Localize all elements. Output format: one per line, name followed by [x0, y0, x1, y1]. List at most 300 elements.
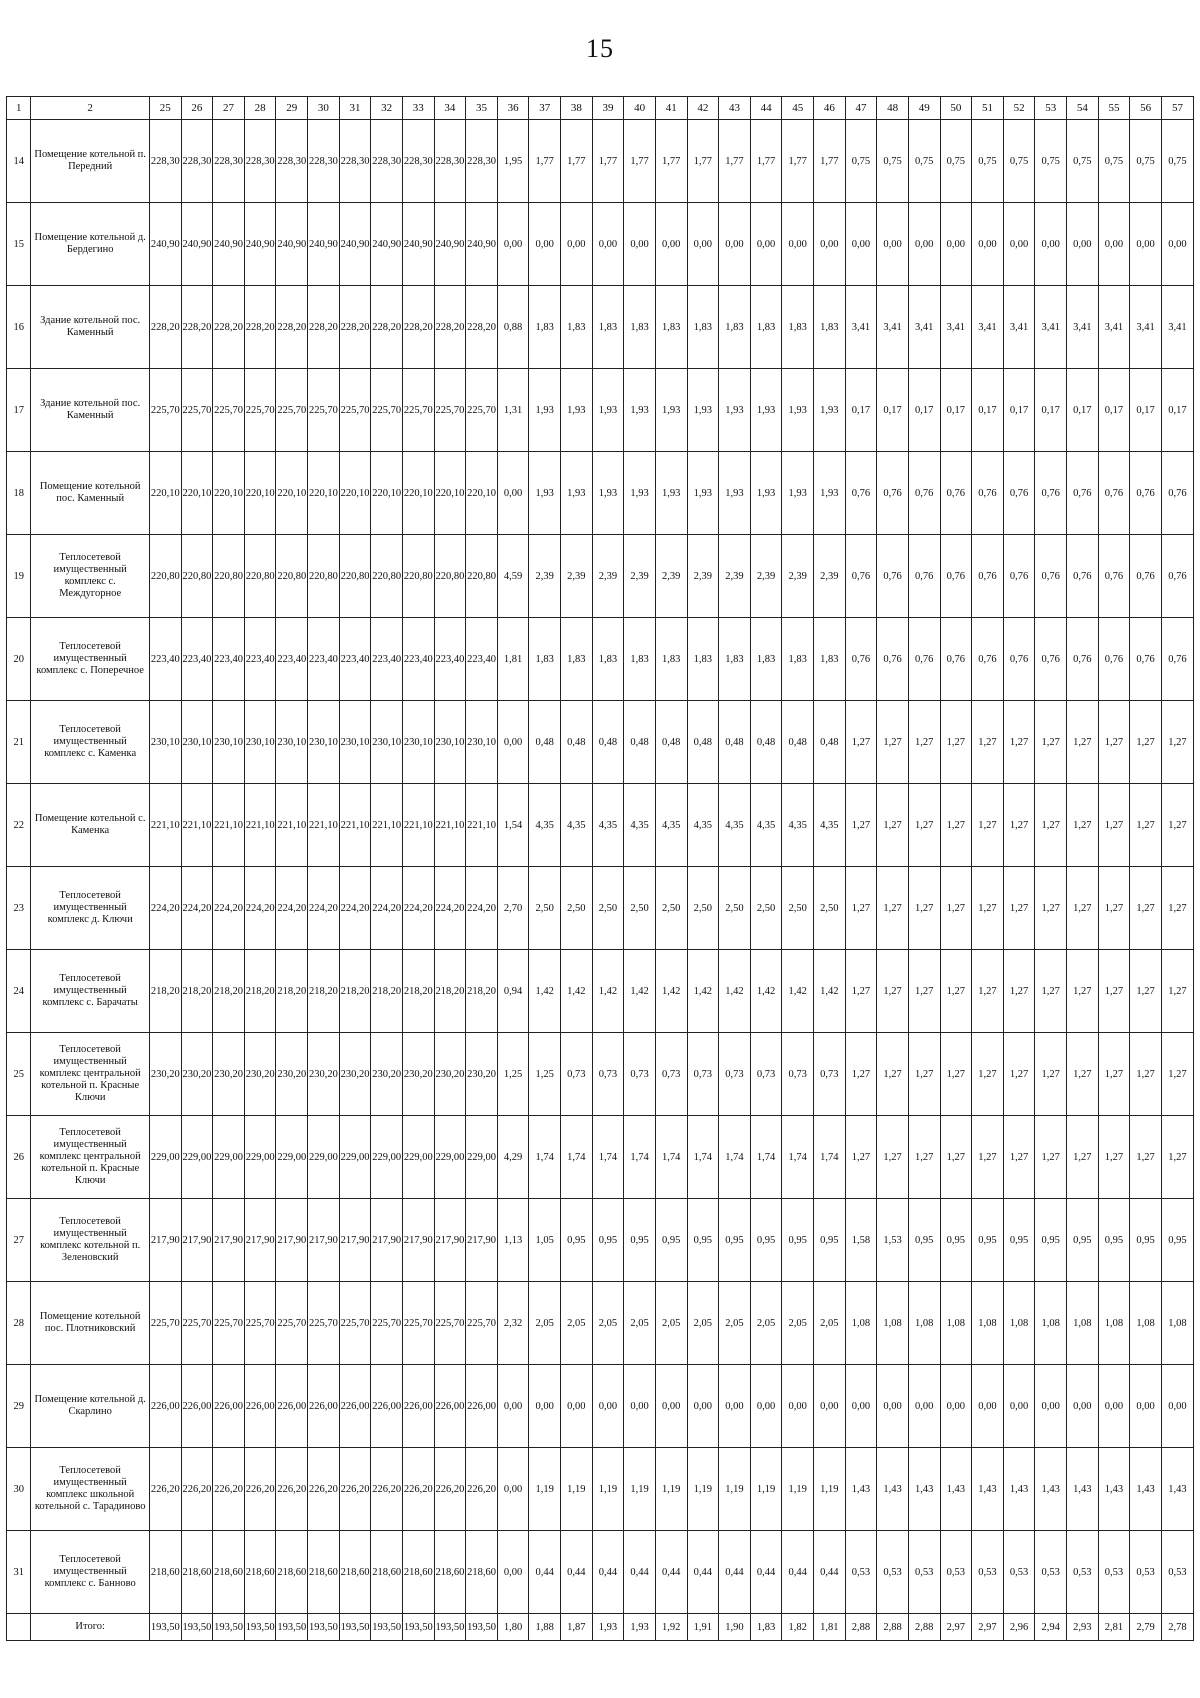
value-cell: 0,76	[940, 618, 972, 701]
row-number-cell: 27	[7, 1199, 31, 1282]
value-cell: 1,27	[1130, 950, 1162, 1033]
value-cell: 1,83	[782, 286, 814, 369]
value-cell: 0,76	[845, 618, 877, 701]
value-cell: 225,70	[149, 369, 181, 452]
value-cell: 220,10	[149, 452, 181, 535]
value-cell: 1,08	[845, 1282, 877, 1365]
value-cell: 223,40	[339, 618, 371, 701]
table-row	[7, 1199, 1194, 1282]
value-cell: 2,50	[719, 867, 751, 950]
value-cell: 220,10	[244, 452, 276, 535]
column-header: 40	[624, 97, 656, 120]
column-header: 49	[908, 97, 940, 120]
value-cell: 0,53	[1067, 1531, 1099, 1614]
value-cell: 1,27	[1067, 950, 1099, 1033]
value-cell: 1,43	[1003, 1448, 1035, 1531]
value-cell: 0,76	[908, 618, 940, 701]
row-number-cell: 30	[7, 1448, 31, 1531]
value-cell: 193,50	[402, 1614, 434, 1641]
value-cell: 1,93	[592, 369, 624, 452]
value-cell: 226,00	[402, 1365, 434, 1448]
value-cell: 1,93	[782, 369, 814, 452]
row-number-cell: 16	[7, 286, 31, 369]
value-cell: 3,41	[877, 286, 909, 369]
value-cell: 1,81	[814, 1614, 846, 1641]
value-cell: 1,83	[592, 286, 624, 369]
value-cell: 228,20	[276, 286, 308, 369]
value-cell: 1,27	[908, 950, 940, 1033]
value-cell: 230,20	[244, 1033, 276, 1116]
value-cell: 0,17	[1035, 369, 1067, 452]
value-cell: 218,60	[276, 1531, 308, 1614]
value-cell: 0,48	[592, 701, 624, 784]
value-cell: 3,41	[940, 286, 972, 369]
value-cell: 1,27	[1035, 867, 1067, 950]
value-cell: 1,93	[624, 1614, 656, 1641]
value-cell: 193,50	[244, 1614, 276, 1641]
value-cell: 225,70	[213, 1282, 245, 1365]
value-cell: 0,44	[687, 1531, 719, 1614]
value-cell: 1,19	[750, 1448, 782, 1531]
value-cell: 223,40	[466, 618, 498, 701]
value-cell: 0,76	[877, 535, 909, 618]
value-cell: 0,76	[845, 535, 877, 618]
value-cell: 1,08	[877, 1282, 909, 1365]
value-cell: 2,88	[908, 1614, 940, 1641]
value-cell: 3,41	[1035, 286, 1067, 369]
value-cell: 1,77	[592, 120, 624, 203]
value-cell: 1,19	[719, 1448, 751, 1531]
value-cell: 0,95	[1003, 1199, 1035, 1282]
value-cell: 1,27	[1161, 784, 1193, 867]
value-cell: 221,10	[149, 784, 181, 867]
value-cell: 2,97	[972, 1614, 1004, 1641]
column-header: 1	[7, 97, 31, 120]
value-cell: 1,83	[814, 618, 846, 701]
value-cell: 1,42	[529, 950, 561, 1033]
value-cell: 1,43	[940, 1448, 972, 1531]
column-header: 52	[1003, 97, 1035, 120]
value-cell: 228,20	[434, 286, 466, 369]
value-cell: 0,53	[908, 1531, 940, 1614]
value-cell: 1,93	[719, 452, 751, 535]
table-row	[7, 784, 1194, 867]
value-cell: 220,80	[181, 535, 213, 618]
value-cell: 1,83	[655, 286, 687, 369]
value-cell: 240,90	[308, 203, 340, 286]
value-cell: 218,20	[371, 950, 403, 1033]
value-cell: 218,60	[371, 1531, 403, 1614]
value-cell: 1,27	[940, 784, 972, 867]
column-header: 25	[149, 97, 181, 120]
value-cell: 0,76	[1067, 535, 1099, 618]
value-cell: 1,43	[1098, 1448, 1130, 1531]
value-cell: 1,08	[1067, 1282, 1099, 1365]
value-cell: 225,70	[276, 369, 308, 452]
value-cell: 2,39	[561, 535, 593, 618]
value-cell: 1,43	[877, 1448, 909, 1531]
value-cell: 2,39	[814, 535, 846, 618]
value-cell: 228,20	[402, 286, 434, 369]
value-cell: 0,44	[624, 1531, 656, 1614]
value-cell: 1,93	[624, 369, 656, 452]
value-cell: 2,81	[1098, 1614, 1130, 1641]
facility-name-cell: Помещение котельной пос. Плотниковский	[31, 1282, 149, 1365]
value-cell: 0,00	[497, 1365, 529, 1448]
value-cell: 0,95	[1161, 1199, 1193, 1282]
value-cell: 218,20	[339, 950, 371, 1033]
value-cell: 1,77	[782, 120, 814, 203]
value-cell: 221,10	[466, 784, 498, 867]
value-cell: 4,35	[687, 784, 719, 867]
value-cell: 1,43	[1035, 1448, 1067, 1531]
value-cell: 0,00	[1161, 203, 1193, 286]
value-cell: 0,00	[1130, 1365, 1162, 1448]
row-number-cell: 19	[7, 535, 31, 618]
value-cell: 230,10	[339, 701, 371, 784]
value-cell: 0,00	[1067, 1365, 1099, 1448]
value-cell: 217,90	[339, 1199, 371, 1282]
value-cell: 0,95	[782, 1199, 814, 1282]
value-cell: 193,50	[339, 1614, 371, 1641]
column-header: 28	[244, 97, 276, 120]
value-cell: 2,70	[497, 867, 529, 950]
column-header: 39	[592, 97, 624, 120]
value-cell: 228,30	[434, 120, 466, 203]
value-cell: 230,10	[466, 701, 498, 784]
column-header: 30	[308, 97, 340, 120]
value-cell: 1,93	[750, 369, 782, 452]
value-cell: 230,20	[466, 1033, 498, 1116]
value-cell: 0,17	[908, 369, 940, 452]
value-cell: 229,00	[434, 1116, 466, 1199]
value-cell: 1,27	[1067, 784, 1099, 867]
value-cell: 240,90	[276, 203, 308, 286]
table-row	[7, 1282, 1194, 1365]
value-cell: 226,00	[339, 1365, 371, 1448]
value-cell: 221,10	[181, 784, 213, 867]
value-cell: 0,17	[1003, 369, 1035, 452]
value-cell: 1,91	[687, 1614, 719, 1641]
table-row	[7, 369, 1194, 452]
value-cell: 0,76	[908, 452, 940, 535]
value-cell: 240,90	[402, 203, 434, 286]
value-cell: 0,00	[845, 1365, 877, 1448]
value-cell: 218,20	[276, 950, 308, 1033]
value-cell: 2,05	[592, 1282, 624, 1365]
value-cell: 2,50	[687, 867, 719, 950]
column-header: 55	[1098, 97, 1130, 120]
value-cell: 0,48	[719, 701, 751, 784]
value-cell: 0,95	[1130, 1199, 1162, 1282]
value-cell: 226,20	[402, 1448, 434, 1531]
value-cell: 226,20	[213, 1448, 245, 1531]
value-cell: 0,00	[940, 203, 972, 286]
value-cell: 1,74	[529, 1116, 561, 1199]
value-cell: 228,20	[339, 286, 371, 369]
value-cell: 4,35	[561, 784, 593, 867]
facility-name-cell: Теплосетевой имущественный комплекс с. Каменка	[31, 701, 149, 784]
value-cell: 2,50	[782, 867, 814, 950]
value-cell: 1,08	[908, 1282, 940, 1365]
value-cell: 2,39	[624, 535, 656, 618]
value-cell: 221,10	[308, 784, 340, 867]
value-cell: 1,27	[1098, 784, 1130, 867]
value-cell: 229,00	[308, 1116, 340, 1199]
value-cell: 224,20	[244, 867, 276, 950]
value-cell: 224,20	[181, 867, 213, 950]
value-cell: 225,70	[466, 1282, 498, 1365]
value-cell: 220,80	[402, 535, 434, 618]
value-cell: 1,43	[1130, 1448, 1162, 1531]
column-header: 44	[750, 97, 782, 120]
value-cell: 0,00	[655, 1365, 687, 1448]
total-label-cell: Итого:	[31, 1614, 149, 1641]
value-cell: 0,73	[592, 1033, 624, 1116]
value-cell: 0,44	[782, 1531, 814, 1614]
value-cell: 0,17	[1161, 369, 1193, 452]
value-cell: 1,93	[655, 452, 687, 535]
value-cell: 225,70	[371, 1282, 403, 1365]
value-cell: 225,70	[244, 1282, 276, 1365]
value-cell: 1,25	[497, 1033, 529, 1116]
value-cell: 0,76	[1161, 535, 1193, 618]
value-cell: 4,35	[624, 784, 656, 867]
value-cell: 225,70	[402, 1282, 434, 1365]
value-cell: 1,27	[1035, 950, 1067, 1033]
value-cell: 1,43	[908, 1448, 940, 1531]
value-cell: 0,00	[750, 1365, 782, 1448]
value-cell: 240,90	[434, 203, 466, 286]
value-cell: 0,00	[687, 203, 719, 286]
value-cell: 1,27	[908, 1033, 940, 1116]
facility-name-cell: Помещение котельной пос. Каменный	[31, 452, 149, 535]
value-cell: 2,05	[719, 1282, 751, 1365]
value-cell: 1,83	[719, 618, 751, 701]
value-cell: 230,10	[276, 701, 308, 784]
column-header: 31	[339, 97, 371, 120]
value-cell: 224,20	[466, 867, 498, 950]
value-cell: 2,50	[592, 867, 624, 950]
value-cell: 1,74	[719, 1116, 751, 1199]
value-cell: 2,39	[719, 535, 751, 618]
value-cell: 228,30	[402, 120, 434, 203]
value-cell: 230,20	[181, 1033, 213, 1116]
value-cell: 193,50	[149, 1614, 181, 1641]
value-cell: 1,25	[529, 1033, 561, 1116]
value-cell: 1,54	[497, 784, 529, 867]
value-cell: 0,00	[1098, 203, 1130, 286]
value-cell: 1,83	[592, 618, 624, 701]
value-cell: 228,30	[308, 120, 340, 203]
value-cell: 0,17	[972, 369, 1004, 452]
value-cell: 0,17	[1098, 369, 1130, 452]
value-cell: 0,76	[1003, 452, 1035, 535]
value-cell: 220,10	[213, 452, 245, 535]
value-cell: 220,80	[371, 535, 403, 618]
value-cell: 221,10	[276, 784, 308, 867]
value-cell: 228,20	[244, 286, 276, 369]
value-cell: 1,27	[1003, 950, 1035, 1033]
value-cell: 0,95	[814, 1199, 846, 1282]
value-cell: 1,88	[529, 1614, 561, 1641]
value-cell: 217,90	[244, 1199, 276, 1282]
value-cell: 1,77	[529, 120, 561, 203]
value-cell: 225,70	[213, 369, 245, 452]
value-cell: 230,10	[308, 701, 340, 784]
value-cell: 2,50	[655, 867, 687, 950]
value-cell: 0,75	[1130, 120, 1162, 203]
value-cell: 0,76	[877, 618, 909, 701]
value-cell: 0,76	[1130, 618, 1162, 701]
value-cell: 0,00	[497, 1448, 529, 1531]
value-cell: 1,27	[1161, 1033, 1193, 1116]
value-cell: 0,76	[1161, 452, 1193, 535]
value-cell: 226,20	[276, 1448, 308, 1531]
value-cell: 1,77	[687, 120, 719, 203]
value-cell: 223,40	[308, 618, 340, 701]
value-cell: 218,20	[149, 950, 181, 1033]
value-cell: 1,93	[814, 369, 846, 452]
row-number-cell: 22	[7, 784, 31, 867]
value-cell: 217,90	[434, 1199, 466, 1282]
value-cell: 1,27	[1161, 1116, 1193, 1199]
value-cell: 1,19	[782, 1448, 814, 1531]
value-cell: 225,70	[402, 369, 434, 452]
value-cell: 0,44	[655, 1531, 687, 1614]
value-cell: 0,73	[561, 1033, 593, 1116]
column-header: 2	[31, 97, 149, 120]
value-cell: 1,27	[1067, 1116, 1099, 1199]
page-number: 15	[586, 34, 614, 63]
value-cell: 218,60	[244, 1531, 276, 1614]
value-cell: 0,95	[908, 1199, 940, 1282]
value-cell: 0,00	[877, 1365, 909, 1448]
table-row	[7, 867, 1194, 950]
value-cell: 1,83	[750, 286, 782, 369]
value-cell: 4,35	[592, 784, 624, 867]
value-cell: 0,76	[1161, 618, 1193, 701]
value-cell: 3,41	[972, 286, 1004, 369]
value-cell: 0,17	[1067, 369, 1099, 452]
value-cell: 1,87	[561, 1614, 593, 1641]
value-cell: 226,20	[466, 1448, 498, 1531]
value-cell: 2,88	[877, 1614, 909, 1641]
value-cell: 0,48	[561, 701, 593, 784]
value-cell: 229,00	[402, 1116, 434, 1199]
table-row	[7, 701, 1194, 784]
column-header: 27	[213, 97, 245, 120]
value-cell: 0,75	[1098, 120, 1130, 203]
value-cell: 1,27	[845, 701, 877, 784]
value-cell: 1,42	[687, 950, 719, 1033]
facility-name-cell: Теплосетевой имущественный комплекс школьной котельной с. Тарадиново	[31, 1448, 149, 1531]
value-cell: 193,50	[308, 1614, 340, 1641]
facility-name-cell: Теплосетевой имущественный комплекс центральной котельной п. Красные Ключи	[31, 1033, 149, 1116]
value-cell: 228,20	[308, 286, 340, 369]
value-cell: 1,93	[529, 452, 561, 535]
value-cell: 0,75	[1035, 120, 1067, 203]
column-header: 36	[497, 97, 529, 120]
value-cell: 226,00	[371, 1365, 403, 1448]
facility-name-cell: Здание котельной пос. Каменный	[31, 369, 149, 452]
value-cell: 1,27	[908, 1116, 940, 1199]
table-body	[7, 120, 1194, 1641]
column-header: 33	[402, 97, 434, 120]
value-cell: 217,90	[149, 1199, 181, 1282]
value-cell: 0,00	[497, 452, 529, 535]
value-cell: 217,90	[466, 1199, 498, 1282]
value-cell: 0,75	[1003, 120, 1035, 203]
value-cell: 220,10	[276, 452, 308, 535]
value-cell: 0,53	[1098, 1531, 1130, 1614]
value-cell: 1,27	[972, 1116, 1004, 1199]
value-cell: 0,76	[908, 535, 940, 618]
value-cell: 0,73	[624, 1033, 656, 1116]
column-header: 32	[371, 97, 403, 120]
value-cell: 1,13	[497, 1199, 529, 1282]
value-cell: 1,27	[845, 1033, 877, 1116]
value-cell: 0,44	[529, 1531, 561, 1614]
value-cell: 2,39	[529, 535, 561, 618]
value-cell: 1,27	[1130, 701, 1162, 784]
value-cell: 2,97	[940, 1614, 972, 1641]
value-cell: 0,00	[1003, 1365, 1035, 1448]
value-cell: 3,41	[1067, 286, 1099, 369]
value-cell: 221,10	[434, 784, 466, 867]
value-cell: 1,74	[592, 1116, 624, 1199]
value-cell: 1,27	[972, 784, 1004, 867]
value-cell: 220,10	[308, 452, 340, 535]
value-cell: 0,00	[1035, 1365, 1067, 1448]
value-cell: 2,39	[592, 535, 624, 618]
value-cell: 2,39	[655, 535, 687, 618]
value-cell: 1,77	[655, 120, 687, 203]
value-cell: 225,70	[434, 369, 466, 452]
value-cell: 220,10	[339, 452, 371, 535]
value-cell: 1,19	[624, 1448, 656, 1531]
column-header: 35	[466, 97, 498, 120]
value-cell: 240,90	[149, 203, 181, 286]
value-cell: 230,20	[339, 1033, 371, 1116]
value-cell: 0,48	[624, 701, 656, 784]
value-cell: 224,20	[308, 867, 340, 950]
value-cell: 1,42	[814, 950, 846, 1033]
value-cell: 224,20	[434, 867, 466, 950]
value-cell: 0,75	[972, 120, 1004, 203]
value-cell: 1,27	[972, 1033, 1004, 1116]
value-cell: 0,48	[750, 701, 782, 784]
value-cell: 220,10	[371, 452, 403, 535]
value-cell: 0,00	[1161, 1365, 1193, 1448]
value-cell: 220,80	[339, 535, 371, 618]
value-cell: 230,20	[434, 1033, 466, 1116]
value-cell: 0,48	[655, 701, 687, 784]
row-number-cell: 23	[7, 867, 31, 950]
value-cell: 2,50	[814, 867, 846, 950]
value-cell: 2,96	[1003, 1614, 1035, 1641]
value-cell: 1,27	[1130, 1116, 1162, 1199]
value-cell: 218,60	[149, 1531, 181, 1614]
value-cell: 1,27	[940, 1116, 972, 1199]
value-cell: 225,70	[339, 369, 371, 452]
value-cell: 0,76	[1098, 618, 1130, 701]
value-cell: 230,10	[213, 701, 245, 784]
value-cell: 4,35	[529, 784, 561, 867]
value-cell: 218,20	[308, 950, 340, 1033]
value-cell: 1,27	[940, 950, 972, 1033]
value-cell: 4,35	[814, 784, 846, 867]
